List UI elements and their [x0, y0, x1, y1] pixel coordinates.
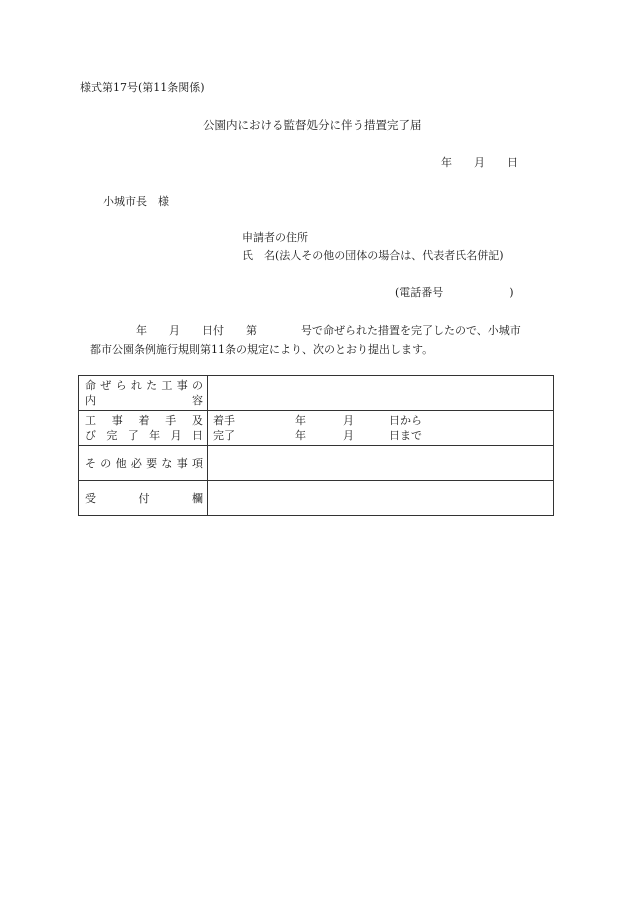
applicant-address-label: 申請者の住所	[242, 231, 308, 244]
ordered-work-field[interactable]	[208, 376, 554, 411]
table-row	[79, 446, 554, 481]
document-title: 公園内における監督処分に伴う措置完了届	[203, 118, 422, 132]
work-dates-label-line-2: び 完 了 年 月 日	[85, 429, 203, 442]
table-row	[79, 411, 554, 446]
phone-number-label: (電話番号 )	[395, 286, 514, 299]
ordered-work-label-cell	[79, 376, 208, 411]
work-dates-field[interactable]	[208, 411, 554, 446]
form-number: 様式第17号(第11条関係)	[80, 81, 205, 94]
applicant-name-label: 氏 名(法人その他の団体の場合は、代表者氏名併記)	[242, 249, 504, 262]
other-matters-label: そ の 他 必 要 な 事 項	[85, 456, 203, 470]
table-row	[79, 481, 554, 516]
reception-label-cell	[79, 481, 208, 516]
work-dates-label-line-1: 工 事 着 手 及	[85, 414, 203, 427]
ordered-work-label-line-2: 内 容	[85, 394, 203, 407]
start-year-label: 年	[295, 414, 306, 427]
reception-label: 受 付 欄	[85, 491, 203, 505]
end-day-label: 日まで	[389, 429, 422, 442]
start-day-label: 日から	[389, 414, 422, 427]
reception-field[interactable]	[208, 481, 554, 516]
date-line: 年 月 日	[441, 156, 518, 169]
end-month-label: 月	[343, 429, 354, 442]
other-matters-label-cell	[79, 446, 208, 481]
ordered-work-label-line-1: 命 ぜ ら れ た 工 事 の	[85, 379, 203, 392]
start-month-label: 月	[343, 414, 354, 427]
work-dates-label-cell	[79, 411, 208, 446]
body-text-line-2: 都市公園条例施行規則第11条の規定により、次のとおり提出します。	[90, 343, 434, 356]
addressee: 小城市長 様	[103, 195, 169, 208]
body-text-line-1: 年 月 日付 第 号で命ぜられた措置を完了したので、小城市	[136, 324, 521, 337]
end-label: 完了	[213, 429, 235, 442]
completion-details-table	[78, 375, 554, 516]
end-year-label: 年	[295, 429, 306, 442]
other-matters-field[interactable]	[208, 446, 554, 481]
table-row	[79, 376, 554, 411]
start-label: 着手	[213, 414, 235, 427]
